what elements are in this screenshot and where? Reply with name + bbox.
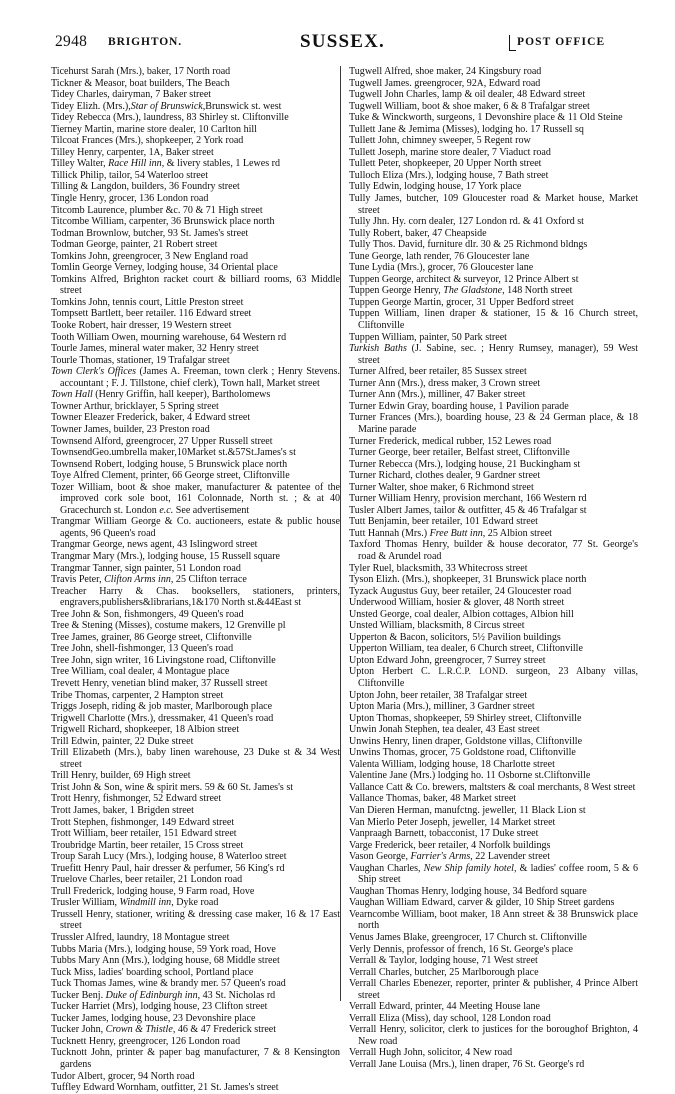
- directory-entry: Taxford Thomas Henry, builder & house decorator, 77 St. George's road & Arundel road: [349, 539, 638, 562]
- directory-entry: Tilling & Langdon, builders, 36 Foundry street: [51, 181, 240, 193]
- directory-entry: Tubbs Maria (Mrs.), lodging house, 59 York road, Hove: [51, 943, 276, 955]
- directory-entry: Tully Robert, baker, 47 Cheapside: [349, 227, 487, 239]
- directory-entry: Vaughan Charles, New Ship family hotel, & ladies' coffee room, 5 & 6 Ship street: [349, 862, 638, 886]
- directory-entry: Vaughan Thomas Henry, lodging house, 34 Bedford square: [349, 885, 587, 897]
- directory-entry: Unwins Thomas, grocer, 75 Goldstone road, Cliftonville: [349, 747, 576, 759]
- directory-entry: Varge Frederick, beer retailer, 4 Norfolk buildings: [349, 839, 551, 851]
- directory-entry: Unsted George, coal dealer, Albion cottages, Albion hill: [349, 608, 574, 620]
- directory-entry: Trevett Henry, venetian blind maker, 37 Russell street: [51, 677, 268, 689]
- directory-entry: Van Dieren Herman, manufctng. jeweller, 11 Black Lion st: [349, 805, 586, 816]
- running-head-county: SUSSEX.: [300, 31, 385, 52]
- directory-entry: Tree John & Son, fishmongers, 49 Queen's road: [51, 608, 244, 620]
- directory-entry: Towner Arthur, bricklayer, 5 Spring street: [51, 400, 219, 412]
- directory-entry: Troup Sarah Lucy (Mrs.), lodging house, 8 Waterloo street: [51, 851, 287, 863]
- directory-entry: Upperton William, tea dealer, 6 Church street, Cliftonville: [349, 643, 583, 655]
- directory-entry: Town Hall (Henry Griffin, hall keeper), Bartholomews: [51, 389, 271, 401]
- directory-entry: Vearncombe William, boot maker, 18 Ann street & 38 Brunswick place north: [349, 908, 638, 932]
- column-divider-rule: [340, 66, 341, 1001]
- directory-entry: Tully James, butcher, 109 Gloucester road & Market house, Market street: [349, 193, 638, 216]
- directory-entry: Turner Edwin Gray, boarding house, 1 Pavilion parade: [349, 400, 569, 412]
- directory-entry: Tree & Stening (Misses), costume makers, 12 Grenville pl: [51, 620, 286, 632]
- directory-entry: Tree James, grainer, 86 George street, Cliftonville: [51, 631, 252, 643]
- directory-entry: Trott James, baker, 1 Brigden street: [51, 805, 194, 816]
- directory-entry: Tullett Joseph, marine store dealer, 7 Viaduct road: [349, 146, 551, 158]
- directory-entry: Verrall Hugh John, solicitor, 4 New road: [349, 1047, 513, 1059]
- directory-entry: Townsend Robert, lodging house, 5 Brunswick place north: [51, 458, 288, 470]
- directory-entry: Tuppen William, painter, 50 Park street: [349, 331, 507, 343]
- directory-entry: Tillick Philip, tailor, 54 Waterloo street: [51, 169, 209, 181]
- directory-entry: Townsend Alford, greengrocer, 27 Upper Russell street: [51, 435, 273, 447]
- directory-entry: Trigwell Charlotte (Mrs.), dressmaker, 41 Queen's road: [51, 712, 274, 724]
- directory-entry: Trott Henry, fishmonger, 52 Edward street: [51, 793, 222, 805]
- directory-entry: Tullett John, chimney sweeper, 5 Regent row: [349, 135, 531, 147]
- directory-entry: Tooke Robert, hair dresser, 19 Western street: [51, 320, 232, 332]
- directory-entry: Triggs Joseph, riding & job master, Marlborough place: [51, 701, 273, 713]
- directory-entry: Underwood William, hosier & glover, 48 North street: [349, 597, 565, 609]
- directory-entry: Tully Thos. David, furniture dlr. 30 & 25 Richmond bldngs: [349, 239, 588, 251]
- directory-entry: Tuppen George Henry, The Gladstone, 148 North street: [349, 285, 573, 297]
- directory-entry: Tutt Benjamin, beer retailer, 101 Edward street: [349, 516, 538, 528]
- directory-entry: Turner Walter, shoe maker, 6 Richmond street: [349, 481, 534, 493]
- directory-entry: Turner Richard, clothes dealer, 9 Gardner street: [349, 470, 541, 482]
- directory-entry: Trill Edwin, painter, 22 Duke street: [51, 735, 194, 747]
- directory-entry: Tuppen George Martin, grocer, 31 Upper Bedford street: [349, 296, 574, 308]
- directory-entry: Tune Lydia (Mrs.), grocer, 76 Gloucester lane: [349, 262, 534, 274]
- directory-entry: Tidey Charles, dairyman, 7 Baker street: [51, 89, 212, 101]
- directory-entry: Tucker John, Crown & Thistle, 46 & 47 Frederick street: [51, 1024, 277, 1036]
- directory-entry: Upton Herbert C. L.R.C.P. LOND. surgeon, 23 Albany villas, Cliftonville: [349, 666, 639, 689]
- directory-entry: Tuke & Winckworth, surgeons, 1 Devonshire place & 11 Old Steine: [349, 112, 623, 124]
- directory-entry: Vanpraagh Barnett, tobacconist, 17 Duke street: [349, 828, 539, 840]
- directory-entry: Troubridge Martin, beer retailer, 15 Cross street: [51, 839, 244, 851]
- directory-entry: Verrall Jane Louisa (Mrs.), linen draper, 76 St. George's rd: [349, 1059, 585, 1071]
- directory-entry: Trangmar Tanner, sign painter, 51 London road: [51, 562, 241, 574]
- directory-entry: Tully Jhn. Hy. corn dealer, 127 London rd. & 41 Oxford st: [349, 216, 584, 228]
- directory-entry: Tompsett Bartlett, beer retailer. 116 Edward street: [51, 308, 252, 320]
- directory-entry: Tozer William, boot & shoe maker, manufacturer & patentee of the improved cork sole boot, 161 Colonnade, North st. ; & at 40 Gracechurch st. London e.c. See advertisement: [51, 481, 340, 516]
- directory-entry: Trigwell Richard, shopkeeper, 18 Albion street: [51, 724, 240, 736]
- directory-entry: Travis Peter, Clifton Arms inn, 25 Clifton terrace: [51, 574, 247, 586]
- directory-entry: Verrall & Taylor, lodging house, 71 West street: [349, 955, 538, 967]
- directory-entry: Tuck Thomas James, wine & brandy mer. 57 Queen's road: [51, 978, 286, 990]
- directory-entry: Truefitt Henry Paul, hair dresser & perfumer, 56 King's rd: [51, 862, 285, 874]
- left-column: [51, 66, 340, 1094]
- directory-entry: Tingle Henry, grocer, 136 London road: [51, 193, 209, 205]
- directory-entry: Town Clerk's Offices (James A. Freeman, town clerk ; Henry Stevens. accountant ; F. J. Tillstone, chief clerk), Town hall, Market street: [51, 366, 340, 389]
- directory-entry: Unwins Henry, linen draper, Goldstone villas, Cliftonville: [349, 735, 583, 747]
- directory-entry: Verly Dennis, professor of french, 16 St. George's place: [349, 943, 573, 955]
- directory-entry: Tully Edwin, lodging house, 17 York place: [349, 181, 522, 193]
- directory-entry: Toye Alfred Clement, printer, 66 George street, Cliftonville: [51, 470, 290, 482]
- running-head-town: BRIGHTON.: [108, 36, 183, 48]
- directory-entry: Tilcoat Frances (Mrs.), shopkeeper, 2 York road: [51, 135, 244, 147]
- directory-entry: Tomkins Alfred, Brighton racket court & billiard rooms, 63 Middle street: [51, 273, 340, 297]
- directory-entry: Tucker Harriet (Mrs), lodging house, 23 Clifton street: [51, 1001, 268, 1013]
- directory-entry: Verrall Charles Ebenezer, reporter, printer & publisher, 4 Prince Albert street: [349, 978, 638, 1001]
- directory-entry: TownsendGeo.umbrella maker,10Market st.&57St.James's st: [51, 447, 296, 459]
- running-head: [0, 33, 675, 59]
- directory-entry: Verrall Henry, solicitor, clerk to justices for the boroughof Brighton, 4 New road: [349, 1024, 638, 1047]
- directory-entry: Van Mierlo Peter Joseph, jeweller, 14 Market street: [349, 816, 556, 828]
- directory-entry: Upton Edward John, greengrocer, 7 Surrey street: [349, 654, 546, 666]
- directory-entry: Verrall Edward, printer, 44 Meeting House lane: [349, 1001, 540, 1013]
- directory-entry: Turkish Baths (J. Sabine, sec. ; Henry Rumsey, manager), 59 West street: [349, 343, 638, 366]
- page-number: 2948: [55, 33, 88, 50]
- directory-entry: Tourle James, mineral water maker, 32 Henry street: [51, 343, 259, 355]
- directory-entry: Upton John, beer retailer, 38 Trafalgar street: [349, 689, 528, 701]
- directory-entry: Tidey Elizh. (Mrs.),Star of Brunswick,Brunswick st. west: [51, 100, 282, 112]
- directory-entry: Tyson Elizh. (Mrs.), shopkeeper, 31 Brunswick place north: [349, 574, 587, 586]
- directory-entry: Trussler Alfred, laundry, 18 Montague street: [51, 932, 230, 944]
- directory-entry: Tullett Peter, shopkeeper, 20 Upper North street: [349, 158, 542, 170]
- directory-entry: Trist John & Son, wine & spirit mers. 59 & 60 St. James's st: [51, 781, 294, 793]
- directory-entry: Turner Rebecca (Mrs.), lodging house, 21 Buckingham st: [349, 458, 581, 470]
- directory-entry: Trangmar Mary (Mrs.), lodging house, 15 Russell square: [51, 550, 281, 562]
- directory-entry: Ticehurst Sarah (Mrs.), baker, 17 North road: [51, 66, 231, 77]
- directory-entry: Tomkins John, tennis court, Little Preston street: [51, 296, 244, 308]
- directory-entry: Tilley Walter, Race Hill inn, & livery stables, 1 Lewes rd: [51, 158, 281, 170]
- directory-entry: Tucknott John, printer & paper bag manufacturer, 7 & 8 Kensington gardens: [51, 1047, 340, 1071]
- directory-entry: Vason George, Farrier's Arms, 22 Lavender street: [349, 851, 551, 863]
- directory-entry: Verrall Eliza (Miss), day school, 128 London road: [349, 1012, 551, 1024]
- directory-entry: Turner William Henry, provision merchant, 166 Western rd: [349, 493, 587, 505]
- directory-entry: Truelove Charles, beer retailer, 21 London road: [51, 874, 243, 886]
- directory-entry: Tyzack Augustus Guy, beer retailer, 24 Gloucester road: [349, 585, 572, 597]
- directory-entry: Tudor Albert, grocer, 94 North road: [51, 1070, 195, 1082]
- directory-entry: Tusler Albert James, tailor & outfitter, 45 & 46 Trafalgar st: [349, 504, 587, 516]
- directory-entry: Turner Ann (Mrs.), dress maker, 3 Crown street: [349, 377, 541, 389]
- directory-entry: Trott William, beer retailer, 151 Edward street: [51, 828, 237, 840]
- directory-entry: Tooth William Owen, mourning warehouse, 64 Western rd: [51, 331, 287, 343]
- directory-entry: Trangmar William George & Co. auctioneers, estate & public house agents, 96 Queen's road: [51, 516, 340, 539]
- directory-entry: Tourle Thomas, stationer, 19 Trafalgar street: [51, 354, 230, 366]
- directory-entry: Turner George, beer retailer, Belfast street, Cliftonville: [349, 447, 570, 459]
- directory-entry: Todman Brownlow, butcher, 93 St. James's street: [51, 227, 249, 239]
- directory-entry: Tree William, coal dealer, 4 Montague place: [51, 666, 230, 678]
- directory-entry: Tugwell William, boot & shoe maker, 6 & 8 Trafalgar street: [349, 100, 590, 112]
- directory-entry: Trott Stephen, fishmonger, 149 Edward street: [51, 816, 235, 828]
- directory-entry: Trill Henry, builder, 69 High street: [51, 770, 191, 782]
- directory-entry: Vallance Catt & Co. brewers, maltsters & coal merchants, 8 West street: [349, 781, 636, 793]
- directory-entry: Trull Frederick, lodging house, 9 Farm road, Hove: [51, 885, 255, 897]
- directory-entry: Tomkins John, greengrocer, 3 New England road: [51, 250, 248, 262]
- directory-entry: Towner Eleazer Frederick, baker, 4 Edward street: [51, 412, 251, 424]
- directory-entry: Tugwell James. greengrocer, 92A, Edward road: [349, 77, 541, 89]
- running-head-section: POST OFFICE: [517, 36, 606, 48]
- directory-entry: Titcombe William, carpenter, 36 Brunswick place north: [51, 216, 275, 228]
- directory-entry: Tuffley Edward Wornham, outfitter, 21 St. James's street: [51, 1082, 279, 1094]
- directory-entry: Turner Frances (Mrs.), boarding house, 23 & 24 German place, & 18 Marine parade: [349, 412, 638, 435]
- directory-entry: Tutt Hannah (Mrs.) Free Butt inn, 25 Albion street: [349, 527, 552, 539]
- directory-entry: Turner Ann (Mrs.), milliner, 47 Baker street: [349, 389, 526, 401]
- directory-entry: Trussell Henry, stationer, writing & dressing case maker, 16 & 17 East street: [51, 908, 340, 932]
- directory-entry: Vaughan William Edward, carver & gilder, 10 Ship Street gardens: [349, 897, 615, 909]
- directory-entry: Tribe Thomas, carpenter, 2 Hampton street: [51, 689, 224, 701]
- directory-entry: Tyler Ruel, blacksmith, 33 Whitecross street: [349, 562, 528, 574]
- directory-entry: Tree John, sign writer, 16 Livingstone road, Cliftonville: [51, 654, 276, 666]
- directory-entry: Venus James Blake, greengrocer, 17 Church st. Cliftonville: [349, 932, 587, 944]
- directory-entry: Titcomb Laurence, plumber &c. 70 & 71 High street: [51, 204, 263, 216]
- directory-entry: Tierney Martin, marine store dealer, 10 Carlton hill: [51, 123, 257, 135]
- directory-entry: Tucker Benj. Duke of Edinburgh inn, 43 St. Nicholas rd: [51, 989, 276, 1001]
- section-bracket-icon: [509, 35, 516, 51]
- directory-entry: Tucker James, lodging house, 23 Devonshire place: [51, 1012, 256, 1024]
- directory-entry: Tulloch Eliza (Mrs.), lodging house, 7 Bath street: [349, 169, 549, 181]
- directory-entry: Tickner & Measor, boat builders, The Beach: [51, 77, 230, 89]
- directory-entry: Tubbs Mary Ann (Mrs.), lodging house, 68 Middle street: [51, 955, 280, 967]
- directory-entry: Tugwell Alfred, shoe maker, 24 Kingsbury road: [349, 66, 542, 77]
- directory-entry: Tuppen William, linen draper & stationer, 15 & 16 Church street, Cliftonville: [349, 308, 638, 332]
- directory-entry: Towner James, builder, 23 Preston road: [51, 423, 210, 435]
- directory-entry: Trusler William, Windmill inn, Dyke road: [51, 897, 219, 909]
- directory-entry: Unsted William, blacksmith, 8 Circus street: [349, 620, 525, 632]
- directory-entry: Tomlin George Verney, lodging house, 34 Oriental place: [51, 262, 278, 274]
- directory-entry: Treacher Harry & Chas. booksellers, stationers, printers, engravers,publishers&librarians,1&170 North st.&44East st: [51, 585, 340, 609]
- directory-entry: Tilley Henry, carpenter, 1A, Baker street: [51, 146, 214, 158]
- directory-entry: Turner Alfred, beer retailer, 85 Sussex street: [349, 366, 527, 378]
- directory-entry: Tucknett Henry, greengrocer, 126 London road: [51, 1035, 241, 1047]
- directory-entry: Trill Elizabeth (Mrs.), baby linen warehouse, 23 Duke st & 34 West street: [51, 747, 340, 770]
- directory-entry: Verrall Charles, butcher, 25 Marlborough place: [349, 966, 539, 978]
- right-column: [349, 66, 638, 1071]
- directory-entry: Tugwell John Charles, lamp & oil dealer, 48 Edward street: [349, 89, 586, 101]
- directory-entry: Tune George, lath render, 76 Gloucester lane: [349, 250, 530, 262]
- directory-entry: Turner Frederick, medical rubber, 152 Lewes road: [349, 435, 552, 447]
- directory-entry: Valenta William, lodging house, 18 Charlotte street: [349, 758, 555, 770]
- directory-entry: Todman George, painter, 21 Robert street: [51, 239, 218, 251]
- directory-entry: Trangmar George, news agent, 43 Islingword street: [51, 539, 258, 551]
- directory-entry: Upton Maria (Mrs.), milliner, 3 Gardner street: [349, 701, 535, 713]
- directory-entry: Tuppen George, architect & surveyor, 12 Prince Albert st: [349, 273, 579, 285]
- directory-entry: Upperton & Bacon, solicitors, 5½ Pavilion buildings: [349, 631, 561, 643]
- directory-entry: Tuck Miss, ladies' boarding school, Portland place: [51, 966, 254, 978]
- directory-entry: Vallance Thomas, baker, 48 Market street: [349, 793, 517, 805]
- directory-entry: Unwin Jonah Stephen, tea dealer, 43 East street: [349, 724, 540, 736]
- directory-entry: Tree John, shell-fishmonger, 13 Queen's road: [51, 643, 234, 655]
- directory-entry: Tullett Jane & Jemima (Misses), lodging ho. 17 Russell sq: [349, 123, 584, 135]
- directory-entry: Upton Thomas, shopkeeper, 59 Shirley street, Cliftonville: [349, 712, 582, 724]
- directory-entry: Valentine Jane (Mrs.) lodging ho. 11 Osborne st.Cliftonville: [349, 770, 591, 782]
- directory-entry: Tidey Rebecca (Mrs.), laundress, 83 Shirley st. Cliftonville: [51, 112, 289, 124]
